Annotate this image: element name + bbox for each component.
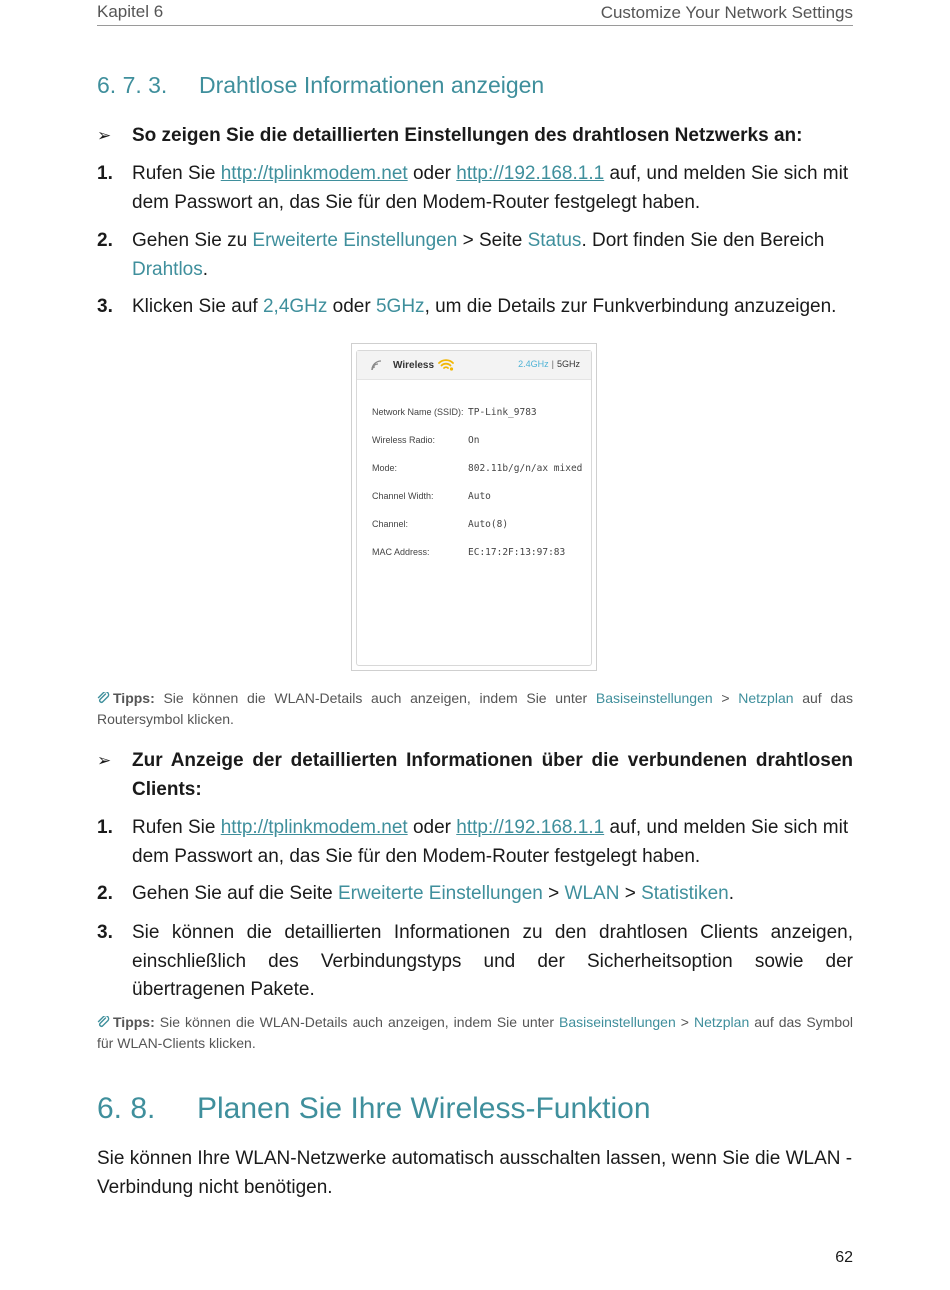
text-run: Gehen Sie auf die Seite bbox=[132, 883, 338, 904]
paperclip-icon bbox=[97, 1016, 110, 1028]
step-number: 3. bbox=[97, 296, 113, 317]
step-number: 2. bbox=[97, 883, 113, 904]
step-text bbox=[132, 814, 853, 871]
section-heading-6-8 bbox=[97, 1092, 651, 1126]
info-label: Network Name (SSID): bbox=[372, 407, 464, 417]
section-number: 6. 7. 3. bbox=[97, 72, 168, 98]
bullet-heading bbox=[97, 747, 853, 804]
text-run: Rufen Sie bbox=[132, 817, 221, 838]
step-number: 3. bbox=[97, 922, 113, 943]
step-number: 1. bbox=[97, 163, 113, 184]
text-run: . bbox=[728, 883, 735, 904]
tab-5ghz[interactable]: 5GHz bbox=[556, 359, 580, 369]
wireless-panel bbox=[356, 350, 592, 666]
menu-path-statistics: Statistiken bbox=[641, 883, 729, 904]
band-separator: | bbox=[551, 359, 554, 369]
step-1 bbox=[97, 814, 853, 871]
text-run: auf das Symbol für WLAN-Clients klicken. bbox=[97, 1014, 853, 1051]
step-2 bbox=[97, 227, 853, 284]
text-run: oder bbox=[407, 817, 457, 838]
chapter-label: Kapitel 6 bbox=[97, 2, 164, 21]
info-label: Channel: bbox=[372, 519, 409, 529]
tip-note-1 bbox=[97, 688, 853, 730]
bullet-text: So zeigen Sie die detaillierten Einstellungen des drahtlosen Netzwerks an: bbox=[132, 125, 803, 146]
link-tplinkmodem[interactable]: http://tplinkmodem.net bbox=[220, 163, 408, 184]
paperclip-icon bbox=[97, 692, 110, 704]
menu-path-advanced-settings: Erweiterte Einstellungen bbox=[337, 883, 543, 904]
menu-path-wireless: Drahtlos bbox=[132, 258, 203, 280]
text-run: Klicken Sie auf bbox=[132, 296, 263, 317]
link-tplinkmodem[interactable]: http://tplinkmodem.net bbox=[220, 817, 408, 838]
text-run: oder bbox=[407, 163, 457, 184]
menu-path-advanced-settings: Erweiterte Einstellungen bbox=[252, 230, 458, 251]
wireless-signal-icon bbox=[371, 360, 385, 371]
bullet-text: Zur Anzeige der detaillierten Informationen über die verbundenen drahtlosen Clients: bbox=[132, 750, 853, 800]
info-value: 802.11b/g/n/ax mixed bbox=[468, 463, 583, 474]
band-5ghz-term: 5GHz bbox=[375, 296, 425, 317]
section-title: Customize Your Network Settings bbox=[600, 3, 853, 22]
step-text bbox=[132, 293, 853, 322]
info-label: Channel Width: bbox=[372, 491, 434, 501]
text-run: > bbox=[619, 883, 642, 904]
menu-path-basic-settings: Basiseinstellungen bbox=[559, 1014, 676, 1030]
menu-path-basic-settings: Basiseinstellungen bbox=[595, 690, 713, 706]
band-selector bbox=[518, 359, 580, 369]
info-value: On bbox=[468, 435, 480, 446]
menu-path-network-map: Netzplan bbox=[693, 1014, 750, 1030]
info-label: MAC Address: bbox=[372, 547, 430, 557]
text-run: Sie können die WLAN-Details auch anzeigen, indem Sie unter bbox=[154, 1014, 559, 1030]
wireless-panel-header bbox=[357, 351, 591, 380]
step-text bbox=[132, 880, 853, 909]
text-run: > Seite bbox=[457, 230, 528, 251]
link-ip-address[interactable]: http://192.168.1.1 bbox=[456, 163, 605, 184]
tip-label: Tipps: bbox=[113, 690, 155, 706]
page-header bbox=[97, 0, 853, 26]
text-run: oder bbox=[327, 296, 376, 317]
section-number: 6. 8. bbox=[97, 1092, 156, 1125]
text-run: auf das Routersymbol klicken. bbox=[97, 690, 853, 727]
text-run: Rufen Sie bbox=[132, 163, 221, 184]
text-run: > bbox=[675, 1014, 694, 1030]
info-value: Auto(8) bbox=[468, 519, 509, 530]
text-run: , um die Details zur Funkverbindung anzuzeigen. bbox=[424, 296, 837, 317]
info-value: Auto bbox=[468, 491, 491, 502]
text-run: > bbox=[542, 883, 565, 904]
info-value: TP-Link_9783 bbox=[468, 407, 537, 418]
tab-2-4ghz[interactable]: 2.4GHz bbox=[518, 359, 549, 369]
info-value: EC:17:2F:13:97:83 bbox=[468, 547, 566, 558]
bullet-heading bbox=[97, 122, 853, 151]
arrow-bullet-icon: ➢ bbox=[97, 126, 112, 145]
section-intro-paragraph: Sie können Ihre WLAN-Netzwerke automatisch ausschalten lassen, wenn Sie die WLAN -Verbindung nicht benötigen. bbox=[97, 1148, 853, 1198]
tip-note-2 bbox=[97, 1012, 853, 1054]
text-run: auf, und melden Sie sich mit dem Passwort an, das Sie für den Modem-Router festgelegt haben. bbox=[132, 817, 849, 867]
text-run: . Dort finden Sie den Bereich bbox=[581, 230, 825, 251]
section-heading-text: Planen Sie Ihre Wireless-Funktion bbox=[197, 1092, 651, 1125]
wifi-icon bbox=[437, 357, 455, 371]
section-heading-6-7-3 bbox=[97, 72, 544, 99]
arrow-bullet-icon: ➢ bbox=[97, 751, 112, 770]
text-run: . bbox=[202, 258, 209, 280]
step-text bbox=[132, 227, 853, 284]
step-3 bbox=[97, 919, 853, 1005]
step-3 bbox=[97, 293, 853, 322]
page-number: 62 bbox=[835, 1249, 853, 1266]
menu-path-network-map: Netzplan bbox=[738, 690, 794, 706]
tip-label: Tipps: bbox=[113, 1014, 155, 1030]
step-text: Sie können die detaillierten Informationen zu den drahtlosen Clients anzeigen, einschließlich des Verbindungstyps und der Sicherheitsoption sowie der übertragenen Pakete. bbox=[132, 922, 853, 1000]
info-label: Mode: bbox=[372, 463, 398, 473]
section-heading-text: Drahtlose Informationen anzeigen bbox=[199, 72, 545, 98]
text-run: auf, und melden Sie sich mit dem Passwort an, das Sie für den Modem-Router festgelegt haben. bbox=[132, 163, 849, 213]
step-1 bbox=[97, 160, 853, 217]
step-number: 2. bbox=[97, 230, 113, 251]
menu-path-wlan: WLAN bbox=[564, 883, 620, 904]
step-text bbox=[132, 160, 853, 217]
text-run: > bbox=[712, 690, 739, 706]
info-label: Wireless Radio: bbox=[372, 435, 436, 445]
menu-path-status: Status bbox=[527, 230, 582, 251]
text-run: Sie können die WLAN-Details auch anzeigen, indem Sie unter bbox=[154, 690, 596, 706]
link-ip-address[interactable]: http://192.168.1.1 bbox=[456, 817, 605, 838]
text-run: Gehen Sie zu bbox=[132, 230, 253, 251]
step-number: 1. bbox=[97, 817, 113, 838]
wireless-panel-title: Wireless bbox=[393, 360, 435, 371]
wireless-status-screenshot bbox=[351, 343, 597, 671]
band-24ghz-term: 2,4GHz bbox=[262, 296, 328, 317]
step-2 bbox=[97, 880, 853, 909]
